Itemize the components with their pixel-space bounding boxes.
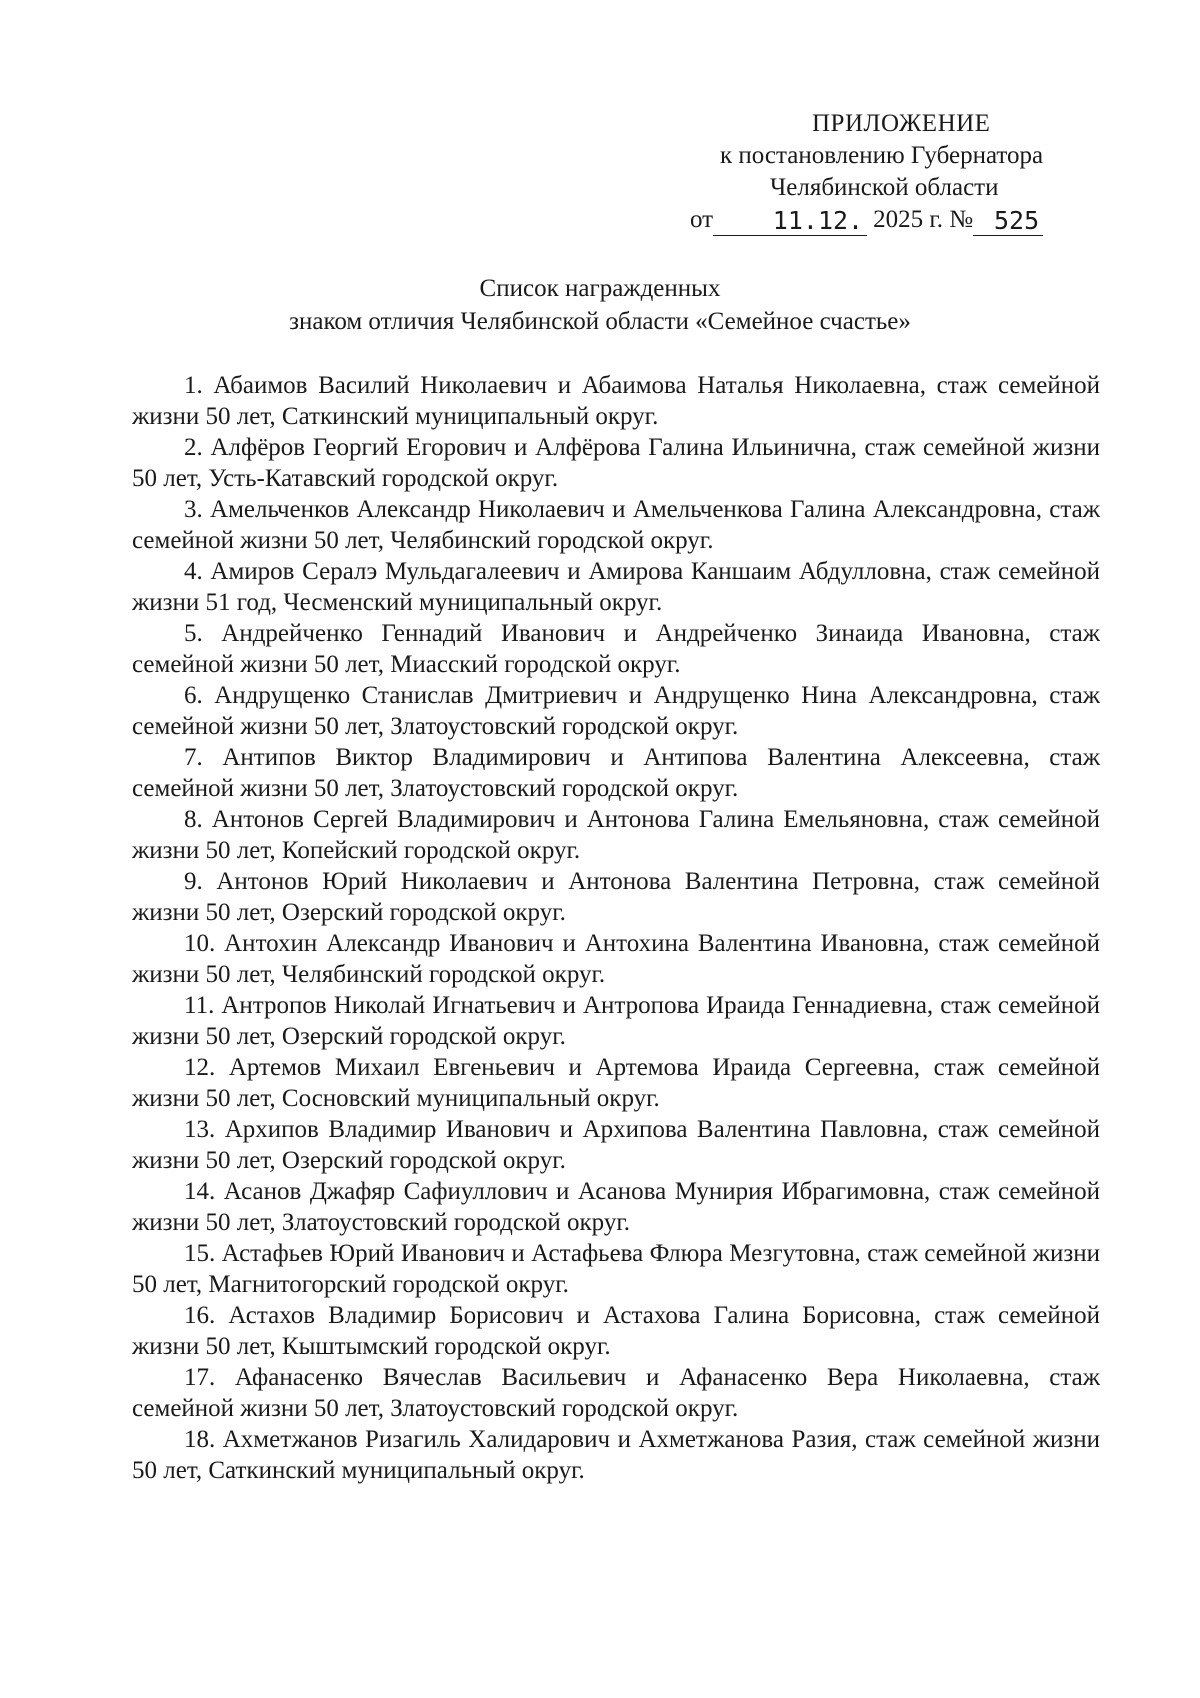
appendix-header	[690, 108, 1090, 236]
list-item: 4. Амиров Сералэ Мульдагалеевич и Амирова Каншаим Абдулловна, стаж семейной жизни 51 год, Чесменский муниципальный округ.	[132, 558, 1100, 616]
appendix-to-decree: к постановлению Губернатора	[720, 142, 1044, 169]
appendix-region: Челябинской области	[770, 174, 999, 201]
list-item: 12. Артемов Михаил Евгеньевич и Артемова Ираида Сергеевна, стаж семейной жизни 50 лет, Сосновский муниципальный округ.	[132, 1054, 1100, 1112]
list-item: 13. Архипов Владимир Иванович и Архипова Валентина Павловна, стаж семейной жизни 50 лет, Озерский городской округ.	[132, 1116, 1100, 1174]
list-item: 14. Асанов Джафяр Сафиуллович и Асанова Мунирия Ибрагимовна, стаж семейной жизни 50 лет, Златоустовский городской округ.	[132, 1178, 1100, 1236]
list-item: 11. Антропов Николай Игнатьевич и Антропова Ираида Геннадиевна, стаж семейной жизни 50 лет, Озерский городской округ.	[132, 992, 1100, 1050]
document-title-line-2: знаком отличия Челябинской области «Семейное счастье»	[289, 308, 911, 335]
decree-year-label: 2025 г. №	[873, 206, 974, 233]
list-item: 15. Астафьев Юрий Иванович и Астафьева Флюра Мезгутовна, стаж семейной жизни 50 лет, Магнитогорский городской округ.	[132, 1240, 1100, 1298]
list-item: 3. Амельченков Александр Николаевич и Амельченкова Галина Александровна, стаж семейной жизни 50 лет, Челябинский городской округ.	[132, 496, 1100, 554]
list-item: 18. Ахметжанов Ризагиль Халидарович и Ахметжанова Разия, стаж семейной жизни 50 лет, Саткинский муниципальный округ.	[132, 1426, 1100, 1484]
list-item: 6. Андрущенко Станислав Дмитриевич и Андрущенко Нина Александровна, стаж семейной жизни 50 лет, Златоустовский городской округ.	[132, 682, 1100, 740]
list-item: 16. Астахов Владимир Борисович и Астахова Галина Борисовна, стаж семейной жизни 50 лет, Кыштымский городской округ.	[132, 1302, 1100, 1360]
list-item: 17. Афанасенко Вячеслав Васильевич и Афанасенко Вера Николаевна, стаж семейной жизни 50 лет, Златоустовский городской округ.	[132, 1364, 1100, 1422]
decree-date-row	[690, 204, 1090, 236]
list-item: 2. Алфёров Георгий Егорович и Алфёрова Галина Ильинична, стаж семейной жизни 50 лет, Усть-Катавский городской округ.	[132, 434, 1100, 492]
list-item: 8. Антонов Сергей Владимирович и Антонова Галина Емельяновна, стаж семейной жизни 50 лет, Копейский городской округ.	[132, 806, 1100, 864]
decree-number: 525	[973, 207, 1043, 236]
document-title-line-1: Список награжденных	[479, 275, 721, 302]
list-item: 1. Абаимов Василий Николаевич и Абаимова Наталья Николаевна, стаж семейной жизни 50 лет, Саткинский муниципальный округ.	[132, 372, 1100, 430]
list-item: 5. Андрейченко Геннадий Иванович и Андрейченко Зинаида Ивановна, стаж семейной жизни 50 лет, Миасский городской округ.	[132, 620, 1100, 678]
appendix-title: ПРИЛОЖЕНИЕ	[812, 110, 991, 137]
decree-date: 11.12.	[713, 207, 867, 236]
date-prefix: от	[690, 206, 714, 233]
document-title	[100, 272, 1100, 338]
list-item: 10. Антохин Александр Иванович и Антохина Валентина Ивановна, стаж семейной жизни 50 лет, Челябинский городской округ.	[132, 930, 1100, 988]
list-item: 9. Антонов Юрий Николаевич и Антонова Валентина Петровна, стаж семейной жизни 50 лет, Озерский городской округ.	[132, 868, 1100, 926]
awardee-list	[132, 370, 1100, 1486]
list-item: 7. Антипов Виктор Владимирович и Антипова Валентина Алексеевна, стаж семейной жизни 50 лет, Златоустовский городской округ.	[132, 744, 1100, 802]
